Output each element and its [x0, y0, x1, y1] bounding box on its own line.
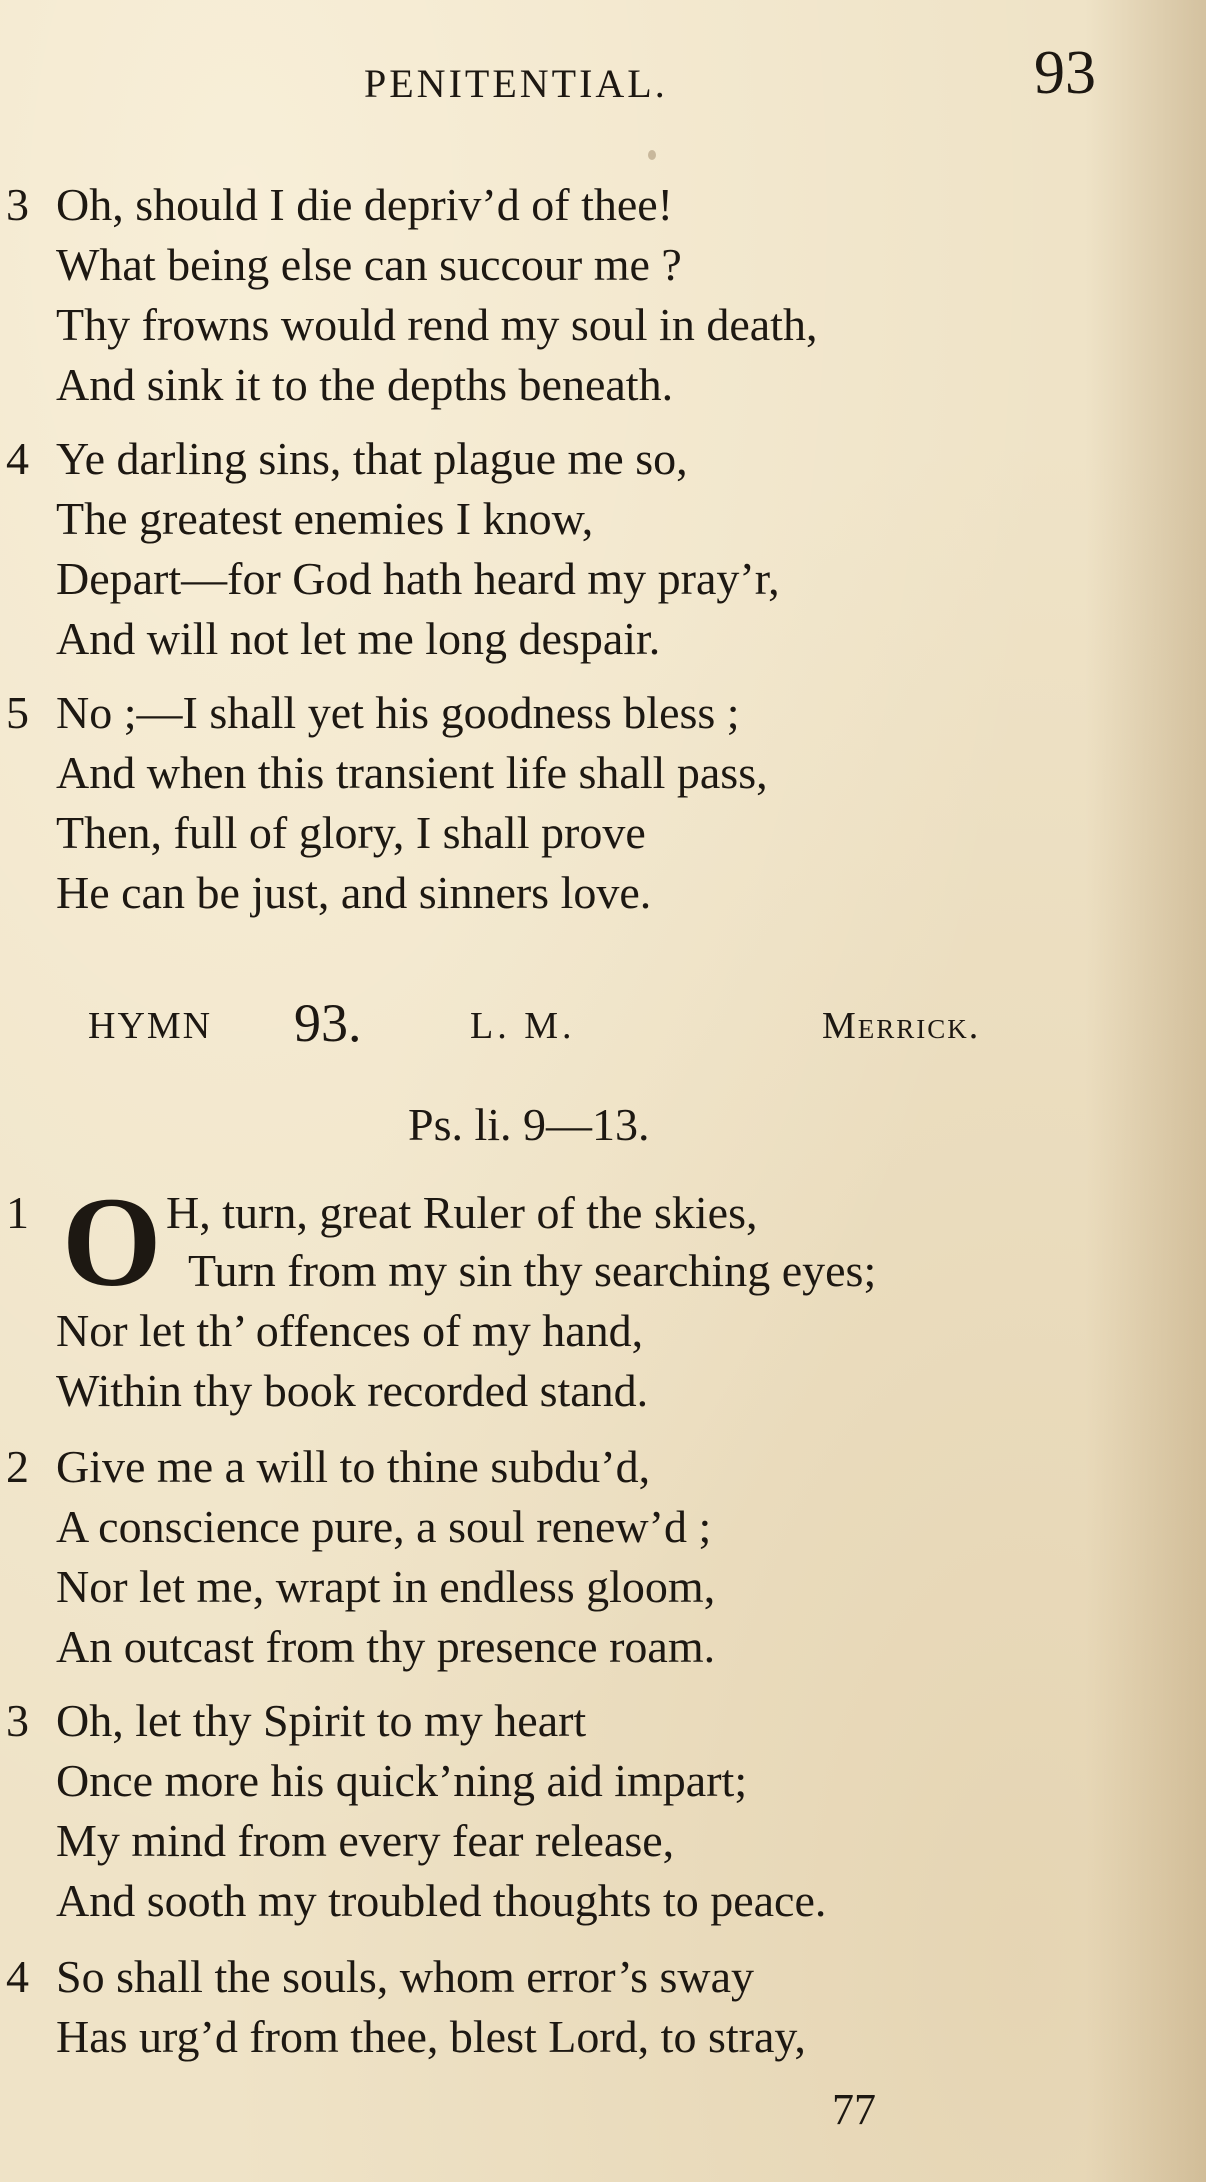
drop-cap: O	[62, 1171, 162, 1313]
stanza-number: 5	[6, 687, 29, 738]
stanza-number: 4	[6, 433, 29, 484]
verse-line: Thy frowns would rend my soul in death,	[56, 299, 818, 350]
hymn-label: HYMN	[88, 1005, 213, 1047]
verse-line: Oh, let thy Spirit to my heart	[56, 1695, 587, 1746]
verse-line: What being else can succour me ?	[56, 239, 682, 290]
verse-line: So shall the souls, whom error’s sway	[56, 1951, 755, 2002]
hymn-header	[0, 993, 1206, 1056]
verse-line: No ;—I shall yet his goodness bless ;	[56, 687, 740, 738]
verse-line: Nor let me, wrapt in endless gloom,	[56, 1561, 716, 1612]
stanza-number: 2	[6, 1441, 29, 1492]
verse-line: Once more his quick’ning aid impart;	[56, 1755, 748, 1806]
hymn-number: 93.	[294, 993, 362, 1053]
signature-mark: 77	[832, 2085, 876, 2134]
stanza-number: 1	[6, 1187, 29, 1238]
hymn-tune: Merrick.	[822, 1005, 981, 1047]
verse-line: And sooth my troubled thoughts to peace.	[56, 1875, 827, 1926]
ink-smudge	[648, 150, 656, 160]
verse-line: The greatest enemies I know,	[56, 493, 594, 544]
verse-line: H, turn, great Ruler of the skies,	[166, 1187, 758, 1238]
verse-line: My mind from every fear release,	[56, 1815, 675, 1866]
scripture-reference: Ps. li. 9—13.	[408, 1099, 650, 1150]
verse-line: Then, full of glory, I shall prove	[56, 807, 646, 858]
verse-line: And will not let me long despair.	[56, 613, 661, 664]
verse-line: Within thy book recorded stand.	[56, 1365, 649, 1416]
page-number: 93	[1034, 39, 1096, 107]
verse-line: Turn from my sin thy searching eyes;	[188, 1245, 877, 1296]
hymn-meter: L. M.	[470, 1005, 576, 1047]
verse-line: He can be just, and sinners love.	[56, 867, 652, 918]
verse-line: A conscience pure, a soul renew’d ;	[56, 1501, 712, 1552]
verse-line: Depart—for God hath heard my pray’r,	[56, 553, 780, 604]
verse-line: Nor let th’ offences of my hand,	[56, 1305, 644, 1356]
verse-line: Oh, should I die depriv’d of thee!	[56, 179, 674, 230]
verse-line: And sink it to the depths beneath.	[56, 359, 674, 410]
verse-line: Give me a will to thine subdu’d,	[56, 1441, 651, 1492]
stanza-number: 3	[6, 1695, 29, 1746]
running-head	[0, 38, 1206, 108]
verse-line: Ye darling sins, that plague me so,	[56, 433, 688, 484]
stanza-number: 3	[6, 179, 29, 230]
verse-line: Has urg’d from thee, blest Lord, to stray,	[56, 2011, 806, 2062]
stanza-number: 4	[6, 1951, 29, 2002]
verse-line: And when this transient life shall pass,	[56, 747, 768, 798]
section-title: PENITENTIAL.	[364, 61, 668, 106]
verse-line: An outcast from thy presence roam.	[56, 1621, 716, 1672]
